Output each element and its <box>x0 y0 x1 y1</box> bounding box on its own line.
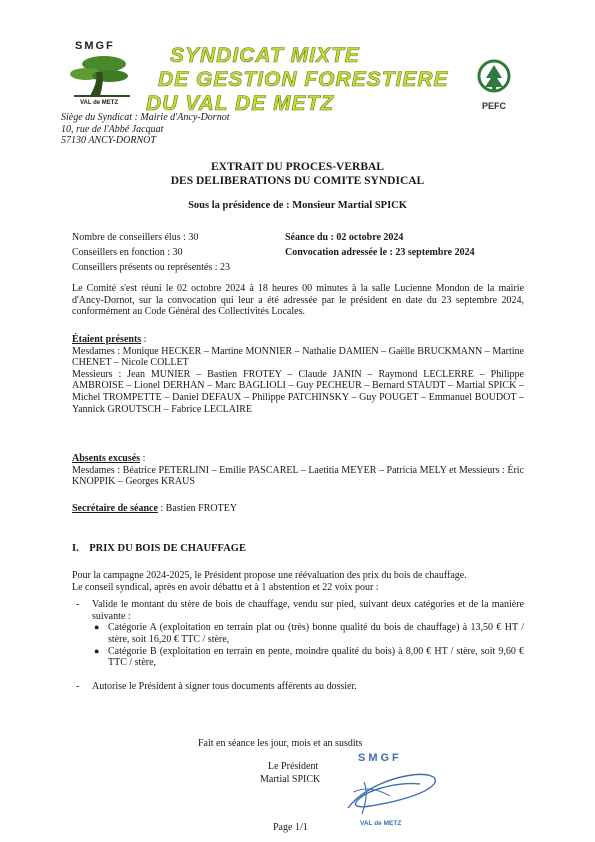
presents-mesdames: Mesdames : Monique HECKER – Martine MONNIER – Nathalie DAMIEN – Gaëlle BRUCKMANN – Martine CHENET – Nicole COLLET <box>72 345 524 369</box>
presents-messieurs: Messieurs : Jean MUNIER – Bastien FROTEY – Claude JANIN – Raymond LECLERRE – Philippe AMBROISE – Lionel DERHAN – Marc BAGLIOLI – Guy PECHEUR – Bernard STAUDT – Martial SPICK – Michel TROMPETTE – Daniel DEFAUX – Philippe PATCHINSKY – Guy POUGET – Emmanuel BOUDOT – Yannick GROUTSCH – Fabrice LECLAIRE <box>72 368 524 415</box>
section-p1: Pour la campagne 2024-2025, le Président propose une réévaluation des prix du bois de chauffage. <box>72 570 467 581</box>
stat-presents: Conseillers présents ou représentés : 23 <box>72 262 231 273</box>
secretaire-line <box>72 503 524 515</box>
absents-label: Absents excusés <box>72 453 141 464</box>
presidence: Sous la présidence de : Monsieur Martial SPICK <box>188 200 407 211</box>
presents-block <box>72 334 524 415</box>
section-heading: I. PRIX DU BOIS DE CHAUFFAGE <box>72 543 246 554</box>
logo-smgf-text: SMGF <box>75 40 115 52</box>
stamp-vdm-text: VAL de METZ <box>360 820 402 827</box>
sub-item-2 <box>92 646 524 669</box>
secretaire-label: Secrétaire de séance <box>72 503 158 514</box>
bullet-item-2 <box>72 681 524 693</box>
siege-line-2: 10, rue de l'Abbé Jacquat <box>61 123 164 135</box>
sub-1-text: Catégorie A (exploitation en terrain plat ou (très) bonne qualité du bois de chauffage) à 13,50 € HT / stère, soit 16,20 € TTC / stère, <box>108 622 524 645</box>
stat-elus: Nombre de conseillers élus : 30 <box>72 232 199 243</box>
doc-title-2: DES DELIBERATIONS DU COMITE SYNDICAL <box>170 175 425 187</box>
secretaire-value: : Bastien FROTEY <box>157 503 238 514</box>
president-role: Le Président <box>268 761 319 772</box>
president-name: Martial SPICK <box>260 774 321 785</box>
page-number: Page 1/1 <box>273 822 308 833</box>
sub-2-text: Catégorie B (exploitation en terrain en pente, moindre qualité du bois) à 8,00 € HT / stère, soit 9,60 € TTC / stère, <box>108 645 524 669</box>
logo-vdm-text: VAL de METZ <box>80 100 119 106</box>
smgf-logo <box>66 40 138 110</box>
bullet-dot-icon: ● <box>94 645 100 656</box>
absents-block <box>72 453 524 488</box>
tree-icon <box>66 52 138 98</box>
section-body <box>72 570 524 692</box>
doc-title-1: EXTRAIT DU PROCES-VERBAL <box>211 161 384 173</box>
org-title-line-2: DE GESTION FORESTIERE <box>158 68 449 91</box>
bullet-dot-icon: ● <box>94 622 100 633</box>
stamp-smgf-text: SMGF <box>358 752 402 764</box>
absents-text: Mesdames : Béatrice PETERLINI – Emilie PASCAREL – Laetitia MEYER – Patricia MELY et Messieurs : Éric KNOPPIK – Georges KRAUS <box>72 464 524 488</box>
official-stamp <box>340 752 450 832</box>
stat-fonction: Conseillers en fonction : 30 <box>72 247 183 258</box>
intro-paragraph: Le Comité s'est réuni le 02 octobre 2024 à 18 heures 00 minutes à la salle Lucienne Mondon de la mairie d'Ancy-Dornot, sur la convocation qui leur a été adressée par le président en date du 23 septembre 2024, conformément au Code Général des Collectivités Locales. <box>72 283 524 318</box>
presents-colon: : <box>141 334 147 345</box>
org-title-line-1: SYNDICAT MIXTE <box>170 44 360 67</box>
absents-colon: : <box>140 453 146 464</box>
org-title-line-3: DU VAL DE METZ <box>146 92 335 115</box>
bullet-item-1 <box>72 599 524 669</box>
bullet-dash: - <box>76 680 80 692</box>
siege-line-1: Siège du Syndicat : Mairie d'Ancy-Dornot <box>61 112 230 123</box>
section-p2: Le conseil syndical, après en avoir débattu et à 1 abstention et 22 voix pour : <box>72 581 379 593</box>
pefc-tree-icon <box>472 58 516 96</box>
pefc-text: PEFC <box>481 101 506 111</box>
signature-icon <box>340 762 450 822</box>
bullet-dash: - <box>76 599 80 611</box>
convocation-date: Convocation adressée le : 23 septembre 2024 <box>285 247 475 258</box>
presents-label: Étaient présents <box>72 334 142 345</box>
seance-date: Séance du : 02 octobre 2024 <box>285 232 404 243</box>
bullet-1-text: Valide le montant du stère de bois de chauffage, vendu sur pied, suivant deux catégories et de la manière suivante : <box>92 599 524 622</box>
bullet-2-text: Autorise le Président à signer tous documents afférents au dossier. <box>92 680 357 692</box>
pefc-logo <box>472 58 516 110</box>
sub-item-1 <box>92 622 524 645</box>
fait-en-seance: Fait en séance les jour, mois et an susdits <box>198 738 363 749</box>
siege-line-3: 57130 ANCY-DORNOT <box>61 135 156 146</box>
siege-address <box>61 112 229 147</box>
